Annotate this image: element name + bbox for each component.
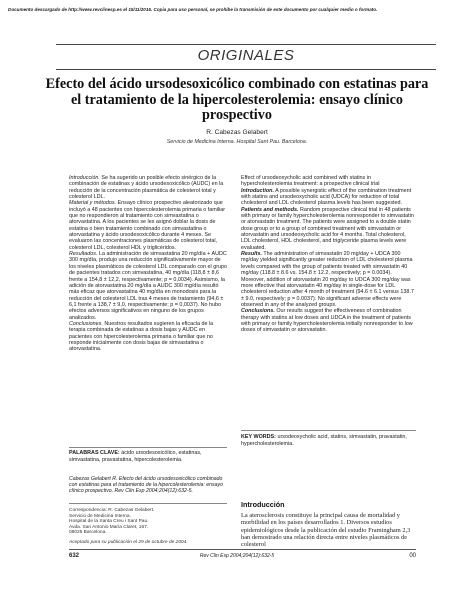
article-affiliation: Servicio de Medicina Interna. Hospital Sant Pau. Barcelona.: [166, 139, 308, 145]
abstract-es-conclusions: Nuestros resultados sugieren la eficacia de la terapia combinada de estatinas a dosis bajas y AUDC en pacientes con hipercolesterolemia primaria o familiar que no responde inicialmente con dosis bajas de simvastatina o atorvastatina.: [69, 320, 214, 353]
abstract-es-results: La administración de simvastatina 20 mg/día + AUDC 300 mg/día, produjo una reducción significativamente mayor de los niveles plasmáticos de colesterol LDL comparado con el grupo de pacientes tratados con simvastatina, 40 mg/día (118,8 ± 8,6 frente a 154,8 ± 12,2, respectivamente; p = 0,0034). Asimismo, la adición de atorvastatina 20 mg/día a AUDC 300 mg/día resultó más eficaz que atorvastatina 40 mg/día en monodosis para la reducción del colesterol LDL tras 4 meses de tratamiento (94,6 ± 6,1 frente a 138,7 ± 9,0, respectivamente; p = 0,0037). No hubo efectos adversos significativos en ninguno de los grupos analizados.: [69, 251, 228, 321]
page-number-left: 632: [69, 553, 80, 559]
article-title: Efecto del ácido ursodesoxicólico combinado con estatinas para el tratamiento de la hipercolesterolemia: ensayo clínico prospectivo: [45, 76, 429, 123]
page-number-right: 00: [409, 553, 416, 559]
keywords-english: [241, 434, 416, 447]
citation-spanish: Cabezas Gelabert R. Efecto del ácido ursodesoxicólico combinado con estatinas para el tratamiento de la hipercolesterolemia: ensayo clínico prospectivo. Rev Clin Esp 2004;204(12):632-5.: [69, 476, 223, 495]
introduction-heading: Introducción: [241, 500, 285, 509]
accepted-date: Aceptado para su publicación el 29 de octubre de 2004.: [69, 539, 188, 545]
abstract-en-intro: A possible synergistic effect of the combination treatment with statins and ursodeoxycholic acid (UDCA) for reduction of total cholesterol and LDL cholesterol plasma levels has been suggested.: [241, 187, 412, 207]
keywords-es-text: ácido ursodesoxicólico, estatinas, simvastatina, pravastatina, hipercolesterolemia.: [69, 450, 202, 463]
abstract-en-methods-label: Patients and methods.: [241, 206, 299, 213]
correspondence-line: 08025 Barcelona.: [69, 530, 107, 536]
correspondence-line: Servicio de Medicina Interna.: [69, 513, 131, 519]
abstract-en-results-label: Results.: [241, 251, 262, 258]
section-label: ORIGINALES: [197, 47, 295, 64]
abstract-en-intro-label: Introduction.: [241, 187, 274, 194]
keywords-es-rule: [69, 447, 227, 448]
abstract-spanish: [69, 175, 227, 353]
abstract-en-results: The administration of simvastatin 20 mg/day + UDCA 300 mg/day yielded significantly greater reduction of LDL cholesterol plasma levels compared with the group of patients treated with simvastatin 40 mg/day (118.8 ± 8.6 vs. 154.8 ± 12.2, respectively; p = 0.0034). Moreover, addition of atorvastatin 20 mg/day to UDCA 300 mg/day was more effective that atorvastatin 40 mg/day in single-dose for LDL cholesterol reduction after 4 month of treatment (94.6 ± 6.1 versus 138.7 ± 9.0, respectively; p = 0.0037). No significant adverse effects were observed in any of the analyzed groups.: [241, 251, 414, 308]
correspondence-line: Avda. San Antonio María Claret, 167.: [69, 524, 149, 530]
correspondence-line: Correspondencia: R. Cabezas Gelabert.: [69, 508, 155, 513]
keywords-es-label: PALABRAS CLAVE:: [69, 450, 120, 456]
abstract-es-intro-label: Introducción.: [69, 175, 100, 181]
keywords-spanish: [69, 450, 227, 463]
abstract-es-intro: Se ha sugerido un posible efecto sinérgico de la combinación de estatinas y ácido ursodesoxicólico (AUDC) en la reducción de la concentración plasmática de colesterol total y colesterol LDL.: [69, 175, 224, 201]
correspondence-block: [69, 508, 227, 546]
correspondence-rule: [69, 503, 227, 504]
footer-rule: [69, 549, 416, 550]
abstract-es-methods-label: Material y métodos.: [69, 200, 117, 207]
abstract-en-methods: Random prospective clinical trial in 48 patients with primary or family hypercholesterolemia nonresponder to simvastatin or atorvastatin treatment. The patients were assigned to a double statin dose group or to a group of combined treatment with simvastatin or atorvastatin and ursodeoxycholic acid for 4 months. Total cholesterol, LDL cholesterol, HDL cholesterol, and triglyceride plasma levels were evaluated.: [241, 206, 414, 251]
download-notice: Documento descargado de http://www.revclinesp.es el 15/11/2016. Copia para uso personal, se prohíbe la transmisión de este documento por cualquier medio o formato.: [8, 7, 378, 12]
keywords-en-text: ursodeoxycholic acid, statins, simvastatin, pravastatin, hypercholesterolemia.: [241, 434, 407, 447]
article-author: R. Cabezas Gelabert: [206, 129, 268, 136]
abstract-english: [241, 175, 416, 334]
keywords-en-label: KEY WORDS:: [241, 434, 276, 440]
journal-citation-footer: Rev Clin Esp 2004;204(12):632-5: [199, 553, 275, 559]
abstract-es-methods: Ensayo clínico prospectivo aleatorizado que incluyó a 48 pacientes con hipercolesterolemia primaria o familiar que no respondieron al tratamiento con simvastatina o atorvastatina. A los pacientes se les asignó doblar la dosis de estatina o bien tratamiento combinado con simvastatina o atorvastatina y ácido ursodesoxicólico durante 4 meses. Se evaluaron las concentraciones plasmáticas de colesterol total, colesterol LDL, colesterol HDL y triglicéridos.: [69, 200, 226, 251]
abstract-es-conclusions-label: Conclusiones.: [69, 320, 103, 327]
keywords-en-rule: [241, 430, 416, 431]
correspondence-line: Hospital de la Santa Creu i Sant Pau.: [69, 519, 149, 525]
abstract-es-results-label: Resultados.: [69, 251, 98, 258]
abstract-en-title: Effect of ursodeoxycholic acid combined with statins in hypercholesterolemia treatment: a prospective clinical trial: [241, 175, 380, 188]
introduction-text: La aterosclerosis constituye la principal causa de mortalidad y morbilidad en los países desarrollados 1. Diversos estudios epidemiológicos desde la publicación del estudio Framingham 2,3 han demostrado una relación directa entre niveles plasmáticos de colesterol: [241, 512, 411, 549]
abstract-en-conclusions-label: Conclusions.: [241, 308, 275, 315]
abstract-en-conclusions: Our results suggest the effectiveness of combination therapy with statins at low doses and UDCA in the treatment of patients with primary or family hypercholesterolemia initially nonresponder to low doses of simvastatin or atorvastatin.: [241, 308, 413, 334]
